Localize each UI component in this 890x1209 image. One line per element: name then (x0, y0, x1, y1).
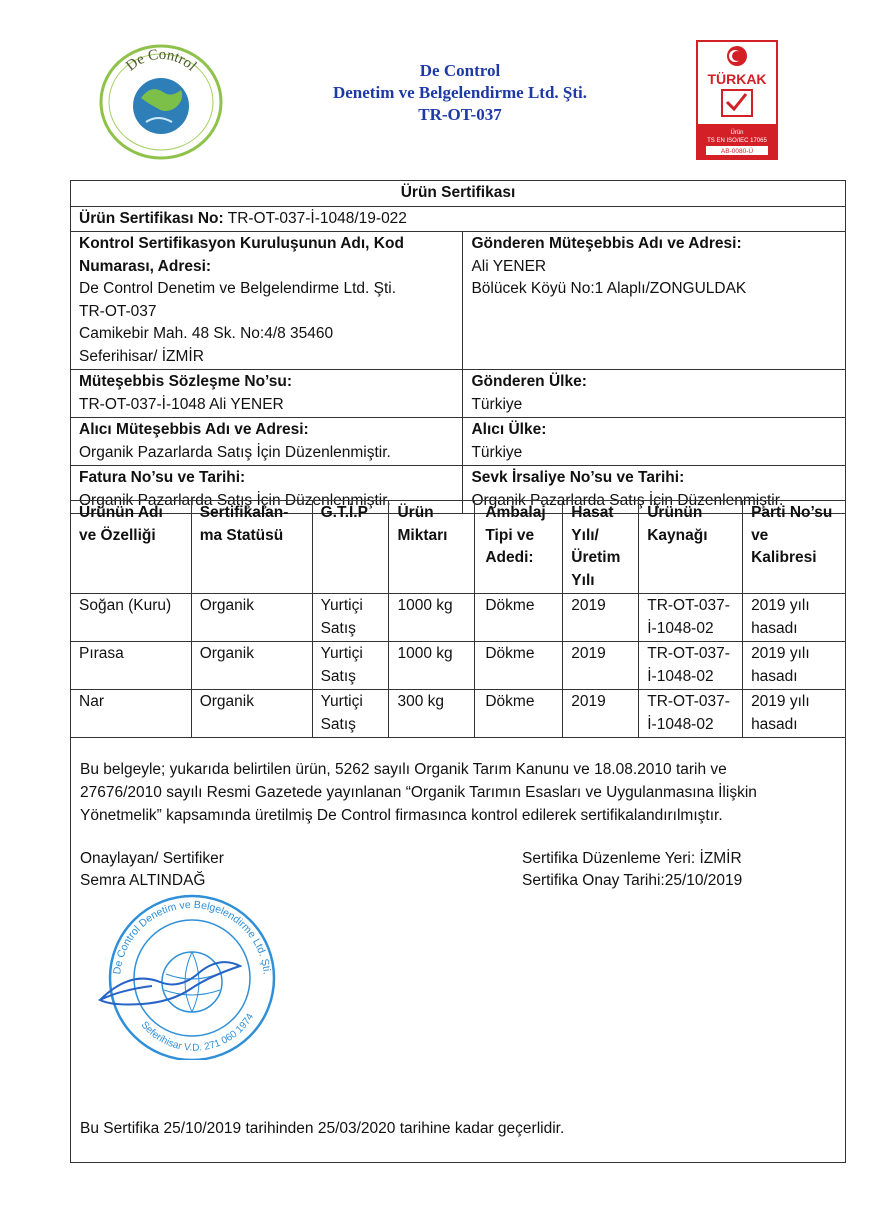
product-cell: Dökme (475, 594, 563, 642)
product-cell: Organik (191, 594, 312, 642)
waybill-cell: Sevk İrsaliye No’su ve Tarihi: Organik Pazarlarda Satış İçin Düzenlenmiştir. (463, 466, 846, 514)
receiver-cell: Alıcı Müteşebbis Adı ve Adresi: Organik Pazarlarda Satış İçin Düzenlenmiştir. (71, 418, 463, 466)
svg-text:TS EN ISO/IEC 17065: TS EN ISO/IEC 17065 (707, 138, 767, 144)
product-cell: 2019 (563, 690, 639, 738)
product-table (70, 500, 846, 738)
product-cell: Organik (191, 690, 312, 738)
invoice-cell: Fatura No’su ve Tarihi: Organik Pazarlarda Satış İçin Düzenlenmiştir. (71, 466, 463, 514)
sender-cell: Gönderen Müteşebbis Adı ve Adresi: Ali YENER Bölücek Köyü No:1 Alaplı/ZONGULDAK (463, 232, 846, 370)
de-control-logo (96, 40, 226, 160)
product-cell: Yurtiçi Satış (312, 642, 389, 690)
company-full-name: Denetim ve Belgelendirme Ltd. Şti. (332, 83, 587, 102)
product-header-cell: Ürün Miktarı (389, 501, 475, 594)
company-stamp (92, 890, 292, 1060)
product-cell: Pırasa (71, 642, 192, 690)
company-code: TR-OT-037 (418, 105, 502, 124)
validity-statement: Bu Sertifika 25/10/2019 tarihinden 25/03/2020 tarihine kadar geçerlidir. (80, 1120, 565, 1137)
svg-text:De Control: De Control (123, 46, 200, 75)
product-cell: Dökme (475, 690, 563, 738)
product-header-cell: Hasat Yılı/ Üretim Yılı (563, 501, 639, 594)
company-header (250, 60, 670, 126)
product-cell: Organik (191, 642, 312, 690)
svg-text:TÜRKAK: TÜRKAK (707, 71, 767, 87)
product-header-cell: Ambalaj Tipi ve Adedi: (475, 501, 563, 594)
product-cell: 1000 kg (389, 594, 475, 642)
issue-info-block (522, 848, 742, 892)
product-cell: Soğan (Kuru) (71, 594, 192, 642)
product-cell: Nar (71, 690, 192, 738)
product-cell: 2019 yılı hasadı (743, 594, 846, 642)
issue-place: Sertifika Düzenleme Yeri: İZMİR (522, 850, 742, 867)
product-header-cell: Ürünün Kaynağı (639, 501, 743, 594)
certificate-number: Ürün Sertifikası No: TR-OT-037-İ-1048/19-022 (71, 206, 846, 232)
control-body-cell: Kontrol Sertifikasyon Kuruluşunun Adı, Kod Numarası, Adresi: De Control Denetim ve Belgelendirme Ltd. Şti. TR-OT-037 Camikebir Mah. 48 Sk. No:4/8 35460 Seferihisar/ İZMİR (71, 232, 463, 370)
table-row (71, 690, 846, 738)
product-cell: Yurtiçi Satış (312, 594, 389, 642)
certificate-title: Ürün Sertifikası (71, 181, 846, 207)
table-row (71, 594, 846, 642)
svg-text:AB-0080-Ü: AB-0080-Ü (720, 148, 754, 155)
approver-block (80, 848, 224, 892)
certificate-info-table (70, 180, 846, 514)
approval-date: Sertifika Onay Tarihi:25/10/2019 (522, 872, 743, 889)
svg-text:Ürün: Ürün (730, 130, 744, 136)
product-header-cell: Ürünün Adı ve Özelliği (71, 501, 192, 594)
svg-text:De Control Denetim ve Belgelen: De Control Denetim ve Belgelendirme Ltd. Şti. (111, 898, 273, 976)
product-header-cell: Sertifikalan- ma Statüsü (191, 501, 312, 594)
table-row (71, 642, 846, 690)
approver-role: Onaylayan/ Sertifiker (80, 850, 224, 867)
approver-name: Semra ALTINDAĞ (80, 872, 206, 889)
product-cell: 2019 (563, 642, 639, 690)
product-cell: 300 kg (389, 690, 475, 738)
product-cell: 2019 (563, 594, 639, 642)
product-header-cell: Parti No’su ve Kalibresi (743, 501, 846, 594)
company-name: De Control (419, 61, 501, 80)
product-cell: 2019 yılı hasadı (743, 642, 846, 690)
turkak-accreditation-badge (696, 40, 778, 160)
stamp-globe-icon (162, 952, 222, 1012)
certification-statement: Bu belgeyle; yukarıda belirtilen ürün, 5262 sayılı Organik Tarım Kanunu ve 18.08.2010 tarih ve 27676/2010 sayılı Resmi Gazetede yayınlanan “Organik Tarımın Esasları ve Uygulanmasına İlişkin Yönetmelik” kapsamında üretilmiş De Control firmasınca kontrol edilerek sertifikalandırılmıştır. (80, 761, 757, 824)
product-cell: Yurtiçi Satış (312, 690, 389, 738)
product-cell: 1000 kg (389, 642, 475, 690)
product-cell: TR-OT-037- İ-1048-02 (639, 642, 743, 690)
product-cell: TR-OT-037- İ-1048-02 (639, 690, 743, 738)
sender-country-cell: Gönderen Ülke: Türkiye (463, 370, 846, 418)
product-cell: 2019 yılı hasadı (743, 690, 846, 738)
contract-cell: Müteşebbis Sözleşme No’su: TR-OT-037-İ-1048 Ali YENER (71, 370, 463, 418)
receiver-country-cell: Alıcı Ülke: Türkiye (463, 418, 846, 466)
product-table-header (71, 501, 846, 594)
product-cell: Dökme (475, 642, 563, 690)
svg-text:Seferihisar V.D. 271 060 1974: Seferihisar V.D. 271 060 1974 (138, 1011, 257, 1054)
product-cell: TR-OT-037- İ-1048-02 (639, 594, 743, 642)
product-header-cell: G.T.İ.P (312, 501, 389, 594)
